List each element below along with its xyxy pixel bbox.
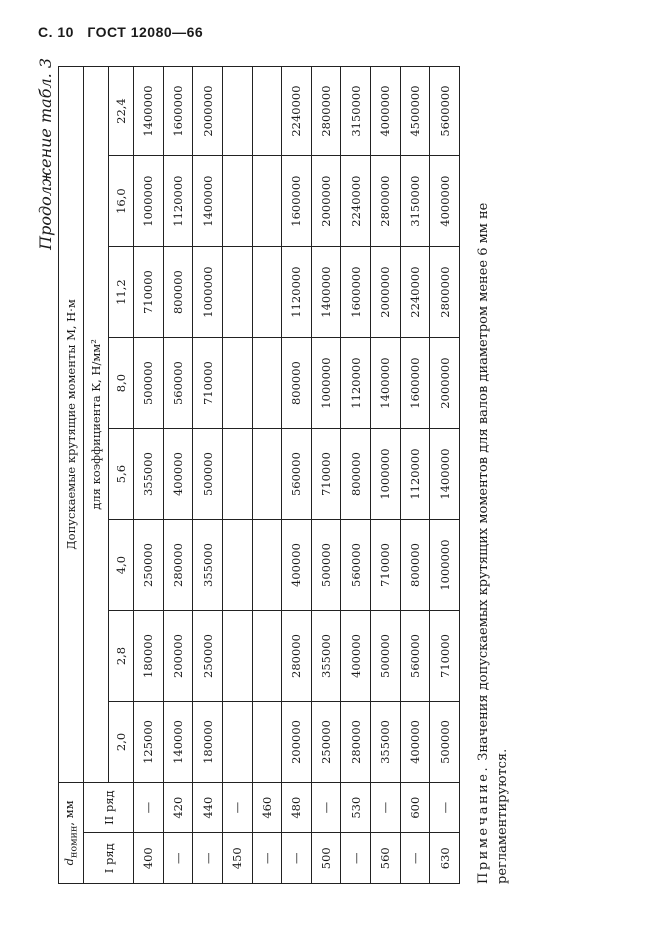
moment-value-cell: 560000 [341,520,371,611]
moment-value-cell: 140000 [163,702,193,783]
row2-diameter-cell: — [311,782,341,833]
moment-value-cell: 1120000 [163,156,193,247]
moment-value-cell: 4500000 [400,67,430,156]
table-row [400,67,430,884]
moment-value-cell [252,429,282,520]
row1-diameter-cell: 450 [222,833,252,884]
table-row [311,67,341,884]
row2-diameter-cell: 420 [163,782,193,833]
rotated-content [28,34,648,884]
moment-value-cell: 1000000 [371,429,401,520]
moment-value-cell [252,156,282,247]
moment-value-cell: 3150000 [341,67,371,156]
moment-value-cell: 500000 [430,702,460,783]
row1-header: I ряд [84,833,134,884]
moment-value-cell [222,247,252,338]
row2-diameter-cell: 480 [282,782,312,833]
table-row [193,67,223,884]
row2-header: II ряд [84,782,134,833]
k-value-cell: 11,2 [109,247,134,338]
table-row [430,67,460,884]
moment-value-cell: 800000 [400,520,430,611]
moment-value-cell: 1000000 [134,156,164,247]
diameter-symbol: d [62,858,77,866]
standard-code: ГОСТ 12080—66 [87,24,204,40]
row2-diameter-cell: 460 [252,782,282,833]
moment-value-cell: 1600000 [341,247,371,338]
moment-value-cell: 500000 [371,611,401,702]
moment-value-cell: 710000 [134,247,164,338]
footnote-lead: Примечание. [476,764,491,884]
row1-diameter-cell: — [282,833,312,884]
row2-diameter-cell: — [222,782,252,833]
moment-value-cell: 1000000 [193,247,223,338]
table-row [222,67,252,884]
moment-value-cell [222,611,252,702]
moment-value-cell: 200000 [163,611,193,702]
table-row [282,67,312,884]
moment-value-cell: 1400000 [311,247,341,338]
page-number: С. 10 [38,24,74,40]
moment-value-cell: 355000 [371,702,401,783]
k-value-cell: 8,0 [109,338,134,429]
moment-value-cell: 1600000 [163,67,193,156]
row2-diameter-cell: — [430,782,460,833]
moment-value-cell: 5600000 [430,67,460,156]
moment-value-cell: 1120000 [400,429,430,520]
moment-value-cell [222,429,252,520]
moment-value-cell [252,611,282,702]
moment-value-cell: 710000 [430,611,460,702]
diameter-unit: , мм [62,800,77,826]
moment-value-cell: 2240000 [400,247,430,338]
k-value-cell: 16,0 [109,156,134,247]
moment-value-cell [222,702,252,783]
row1-diameter-cell: 560 [371,833,401,884]
moment-value-cell: 355000 [311,611,341,702]
row1-diameter-cell: — [193,833,223,884]
moment-value-cell: 800000 [341,429,371,520]
moment-value-cell: 200000 [282,702,312,783]
k-value-cell: 22,4 [109,67,134,156]
moment-value-cell [252,520,282,611]
moment-value-cell: 1120000 [341,338,371,429]
moment-value-cell: 2240000 [282,67,312,156]
moment-value-cell: 400000 [163,429,193,520]
moment-value-cell: 800000 [282,338,312,429]
moment-value-cell: 560000 [400,611,430,702]
moment-value-cell: 1600000 [400,338,430,429]
table-row [252,67,282,884]
diameter-header [59,782,84,883]
row1-diameter-cell: — [163,833,193,884]
moment-value-cell: 180000 [134,611,164,702]
moment-value-cell: 400000 [341,611,371,702]
moment-value-cell: 1000000 [430,520,460,611]
k-values-row [109,67,134,884]
moment-value-cell: 500000 [311,520,341,611]
moment-value-cell: 2800000 [430,247,460,338]
row1-diameter-cell: 630 [430,833,460,884]
table-body [134,67,460,884]
moment-value-cell: 560000 [163,338,193,429]
moment-value-cell: 710000 [193,338,223,429]
moment-value-cell: 2240000 [341,156,371,247]
moment-value-cell: 1400000 [371,338,401,429]
moment-value-cell [252,67,282,156]
moment-value-cell: 500000 [134,338,164,429]
moment-value-cell: 355000 [193,520,223,611]
table-row [134,67,164,884]
row1-diameter-cell: 400 [134,833,164,884]
row1-diameter-cell: — [341,833,371,884]
moment-value-cell: 280000 [163,520,193,611]
moment-value-cell: 1120000 [282,247,312,338]
moment-value-cell: 250000 [134,520,164,611]
moment-value-cell: 2800000 [371,156,401,247]
diameter-subscript: номин [68,825,80,859]
moment-value-cell: 500000 [193,429,223,520]
moment-value-cell: 3150000 [400,156,430,247]
moment-value-cell: 250000 [311,702,341,783]
moment-value-cell: 1400000 [134,67,164,156]
moment-value-cell: 250000 [193,611,223,702]
moment-value-cell [222,67,252,156]
moment-value-cell: 2000000 [371,247,401,338]
moment-value-cell [222,520,252,611]
moment-value-cell: 180000 [193,702,223,783]
row2-diameter-cell: 440 [193,782,223,833]
table-row [371,67,401,884]
k-value-cell: 2,0 [109,702,134,783]
footnote [474,84,512,884]
moment-header: Допускаемые крутящие моменты М, Н·м [59,67,84,783]
row2-diameter-cell: — [371,782,401,833]
footnote-text: Значения допускаемых крутящих моментов для валов диаметром менее 6 мм не регламентируются. [476,202,510,884]
moment-value-cell: 1000000 [311,338,341,429]
row1-diameter-cell: — [252,833,282,884]
moment-value-cell [252,702,282,783]
moment-value-cell: 710000 [311,429,341,520]
moment-value-cell: 1600000 [282,156,312,247]
k-header: для коэффициента К, Н/мм² [84,67,109,783]
moment-value-cell: 280000 [341,702,371,783]
moment-value-cell: 280000 [282,611,312,702]
moment-value-cell: 800000 [163,247,193,338]
row2-diameter-cell: 530 [341,782,371,833]
moment-value-cell: 4000000 [371,67,401,156]
moment-value-cell: 2000000 [193,67,223,156]
table-row [341,67,371,884]
moment-value-cell: 125000 [134,702,164,783]
moment-value-cell: 4000000 [430,156,460,247]
row2-diameter-cell: 600 [400,782,430,833]
moment-value-cell [252,247,282,338]
moment-value-cell: 1400000 [430,429,460,520]
moment-value-cell: 2000000 [311,156,341,247]
moment-value-cell: 400000 [282,520,312,611]
table-title: Продолжение табл. 3 [36,58,55,250]
row1-diameter-cell: — [400,833,430,884]
moment-value-cell: 560000 [282,429,312,520]
moment-value-cell: 710000 [371,520,401,611]
moment-value-cell [222,156,252,247]
moment-value-cell: 400000 [400,702,430,783]
moment-value-cell [222,338,252,429]
k-value-cell: 2,8 [109,611,134,702]
row2-diameter-cell: — [134,782,164,833]
k-value-cell: 5,6 [109,429,134,520]
moment-value-cell: 2000000 [430,338,460,429]
torque-table [58,66,460,884]
moment-value-cell: 355000 [134,429,164,520]
row1-diameter-cell: 500 [311,833,341,884]
moment-value-cell: 1400000 [193,156,223,247]
k-value-cell: 4,0 [109,520,134,611]
table-row [163,67,193,884]
moment-value-cell: 2800000 [311,67,341,156]
moment-value-cell [252,338,282,429]
